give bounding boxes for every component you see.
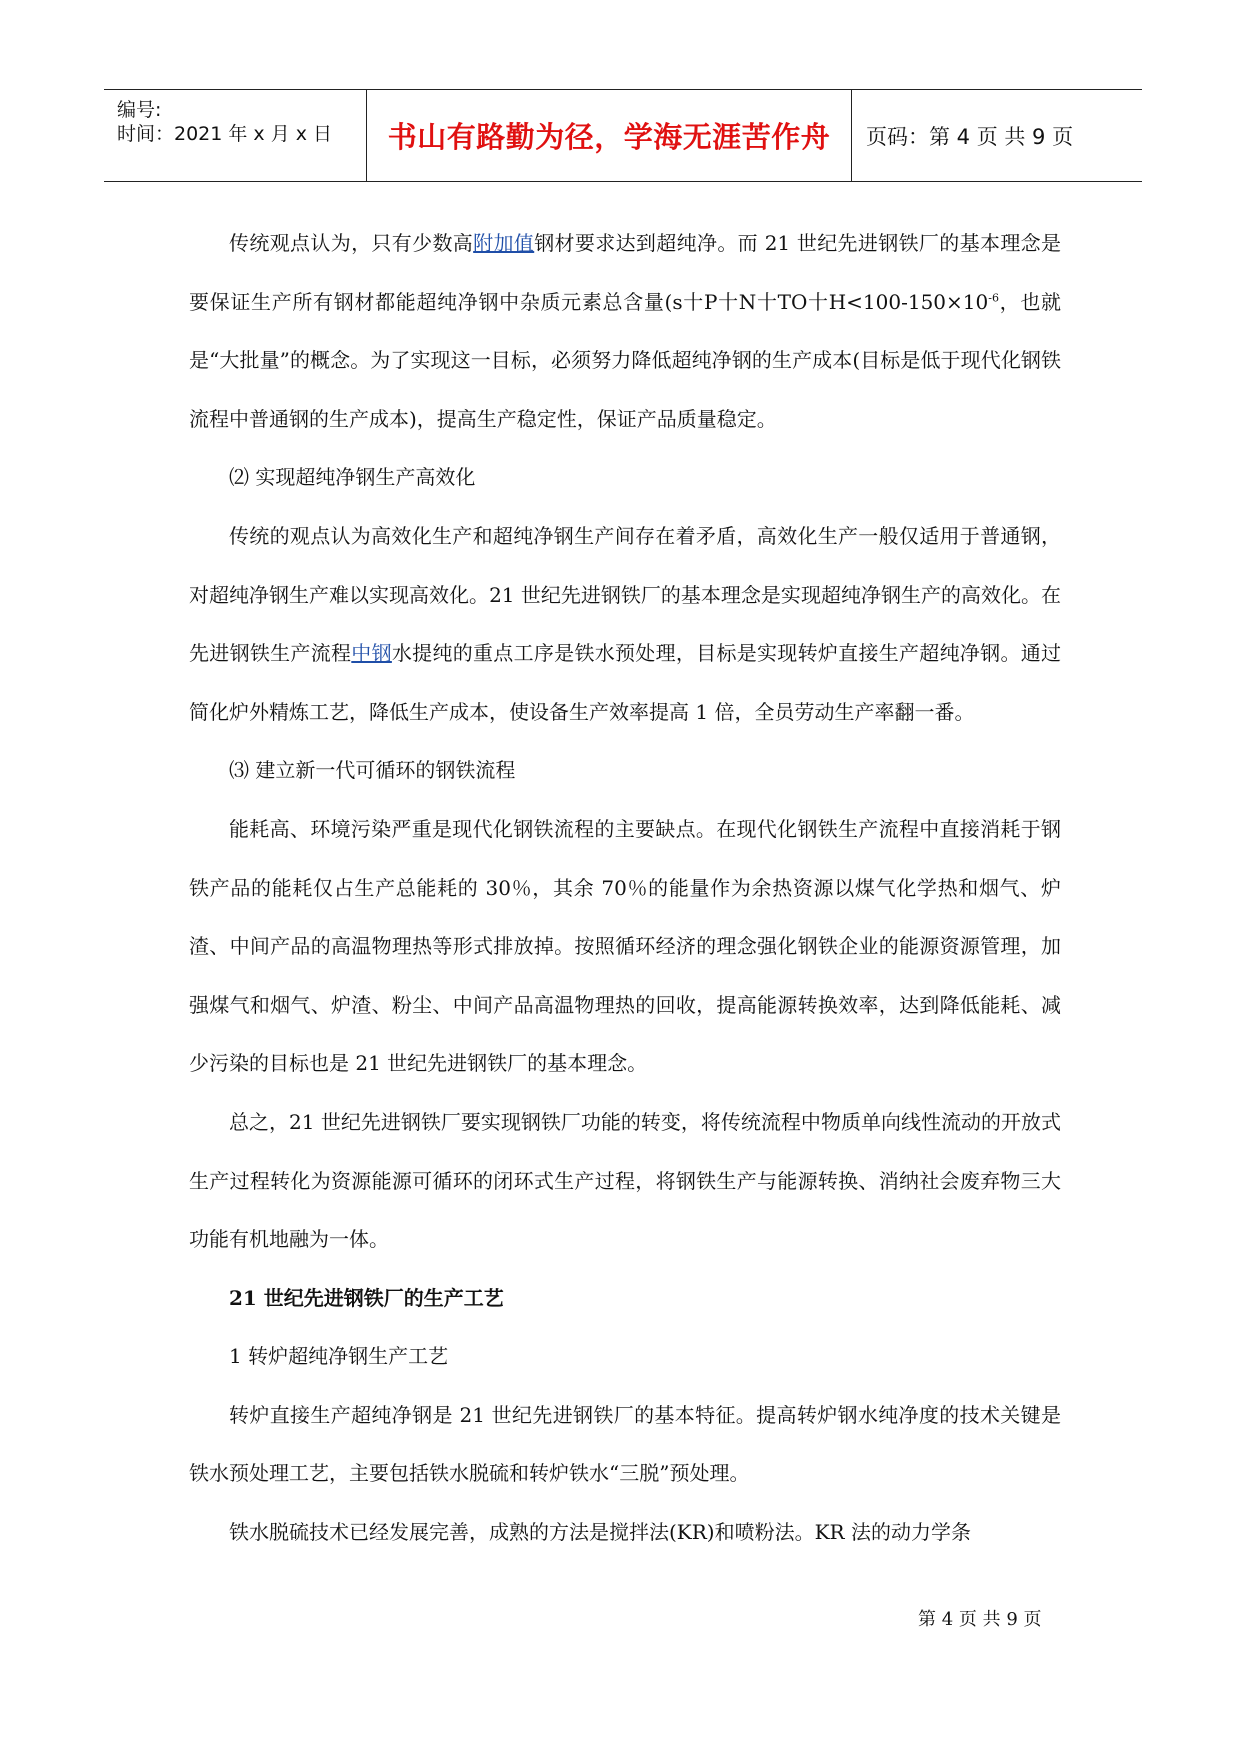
link-steel[interactable]: 中钢 [351, 641, 392, 666]
paragraph [189, 507, 1061, 741]
page-footer: 第 4 页 共 9 页 [918, 1609, 1042, 1630]
paragraph-text: 水提纯的重点工序是铁水预处理，目标是实现转炉直接生产超纯净钢。通过简化炉外精炼工艺，降低生产成本，使设备生产效率提高 1 倍，全员劳动生产率翻一番。 [189, 641, 1062, 724]
paragraph: 总之，21 世纪先进钢铁厂要实现钢铁厂功能的转变，将传统流程中物质单向线性流动的开放式生产过程转化为资源能源可循环的闭环式生产过程，将钢铁生产与能源转换、消纳社会废弃物三大功能有机地融为一体。 [189, 1109, 1061, 1252]
subheading: ⑵ 实现超纯净钢生产高效化 [229, 465, 476, 490]
header-page-code: 页码：第 4 页 共 9 页 [866, 124, 1074, 149]
paragraph-text: 传统观点认为，只有少数高 [229, 231, 474, 255]
paragraph-text: ，也就是“大批量”的概念。为了实现这一目标，必须努力降低超纯净钢的生产成本(目标是低于现代化钢铁流程中普通钢的生产成本)，提高生产稳定性，保证产品质量稳定。 [189, 289, 1061, 431]
time-label: 时间：2021 年 x 月 x 日 [117, 123, 333, 145]
page-header [104, 89, 1142, 182]
superscript: -6 [988, 290, 999, 304]
paragraph: 铁水脱硫技术已经发展完善，成熟的方法是搅拌法(KR)和喷粉法。KR 法的动力学条 [229, 1520, 971, 1545]
paragraph-text: 钢材要求达到超纯净。而 21 世纪先进钢铁厂的基本理念是要保证生产所有钢材都能超纯净钢中杂质元素总含量(s十P十N十TO十H<100-150×10 [189, 231, 1062, 314]
link-value-added[interactable]: 附加值 [473, 231, 535, 255]
paragraph: 能耗高、环境污染严重是现代化钢铁流程的主要缺点。在现代化钢铁生产流程中直接消耗于钢铁产品的能耗仅占生产总能耗的 30％，其余 70％的能量作为余热资源以煤气化学热和烟气、炉渣、中间产品的高温物理热等形式排放掉。按照循环经济的理念强化钢铁企业的能源资源管理，加强煤气和烟气、炉渣、粉尘、中间产品高温物理热的回收，提高能源转换效率，达到降低能耗、减少污染的目标也是 21 世纪先进钢铁厂的基本理念。 [189, 816, 1061, 1076]
document-body [189, 214, 1061, 1562]
subheading: 1 转炉超纯净钢生产工艺 [229, 1344, 449, 1369]
header-motto: 书山有路勤为径，学海无涯苦作舟 [367, 90, 852, 181]
serial-label: 编号: [117, 99, 162, 121]
paragraph [189, 214, 1061, 448]
subheading: ⑶ 建立新一代可循环的钢铁流程 [229, 758, 516, 783]
paragraph: 转炉直接生产超纯净钢是 21 世纪先进钢铁厂的基本特征。提高转炉钢水纯净度的技术关键是铁水预处理工艺，主要包括铁水脱硫和转炉铁水“三脱”预处理。 [189, 1402, 1061, 1486]
section-title: 21 世纪先进钢铁厂的生产工艺 [229, 1285, 504, 1310]
header-meta [104, 90, 367, 181]
paragraph-text: 传统的观点认为高效化生产和超纯净钢生产间存在着矛盾，高效化生产一般仅适用于普通钢，对超纯净钢生产难以实现高效化。21 世纪先进钢铁厂的基本理念是实现超纯净钢生产的高效化。在先进钢铁生产流程 [189, 523, 1061, 666]
